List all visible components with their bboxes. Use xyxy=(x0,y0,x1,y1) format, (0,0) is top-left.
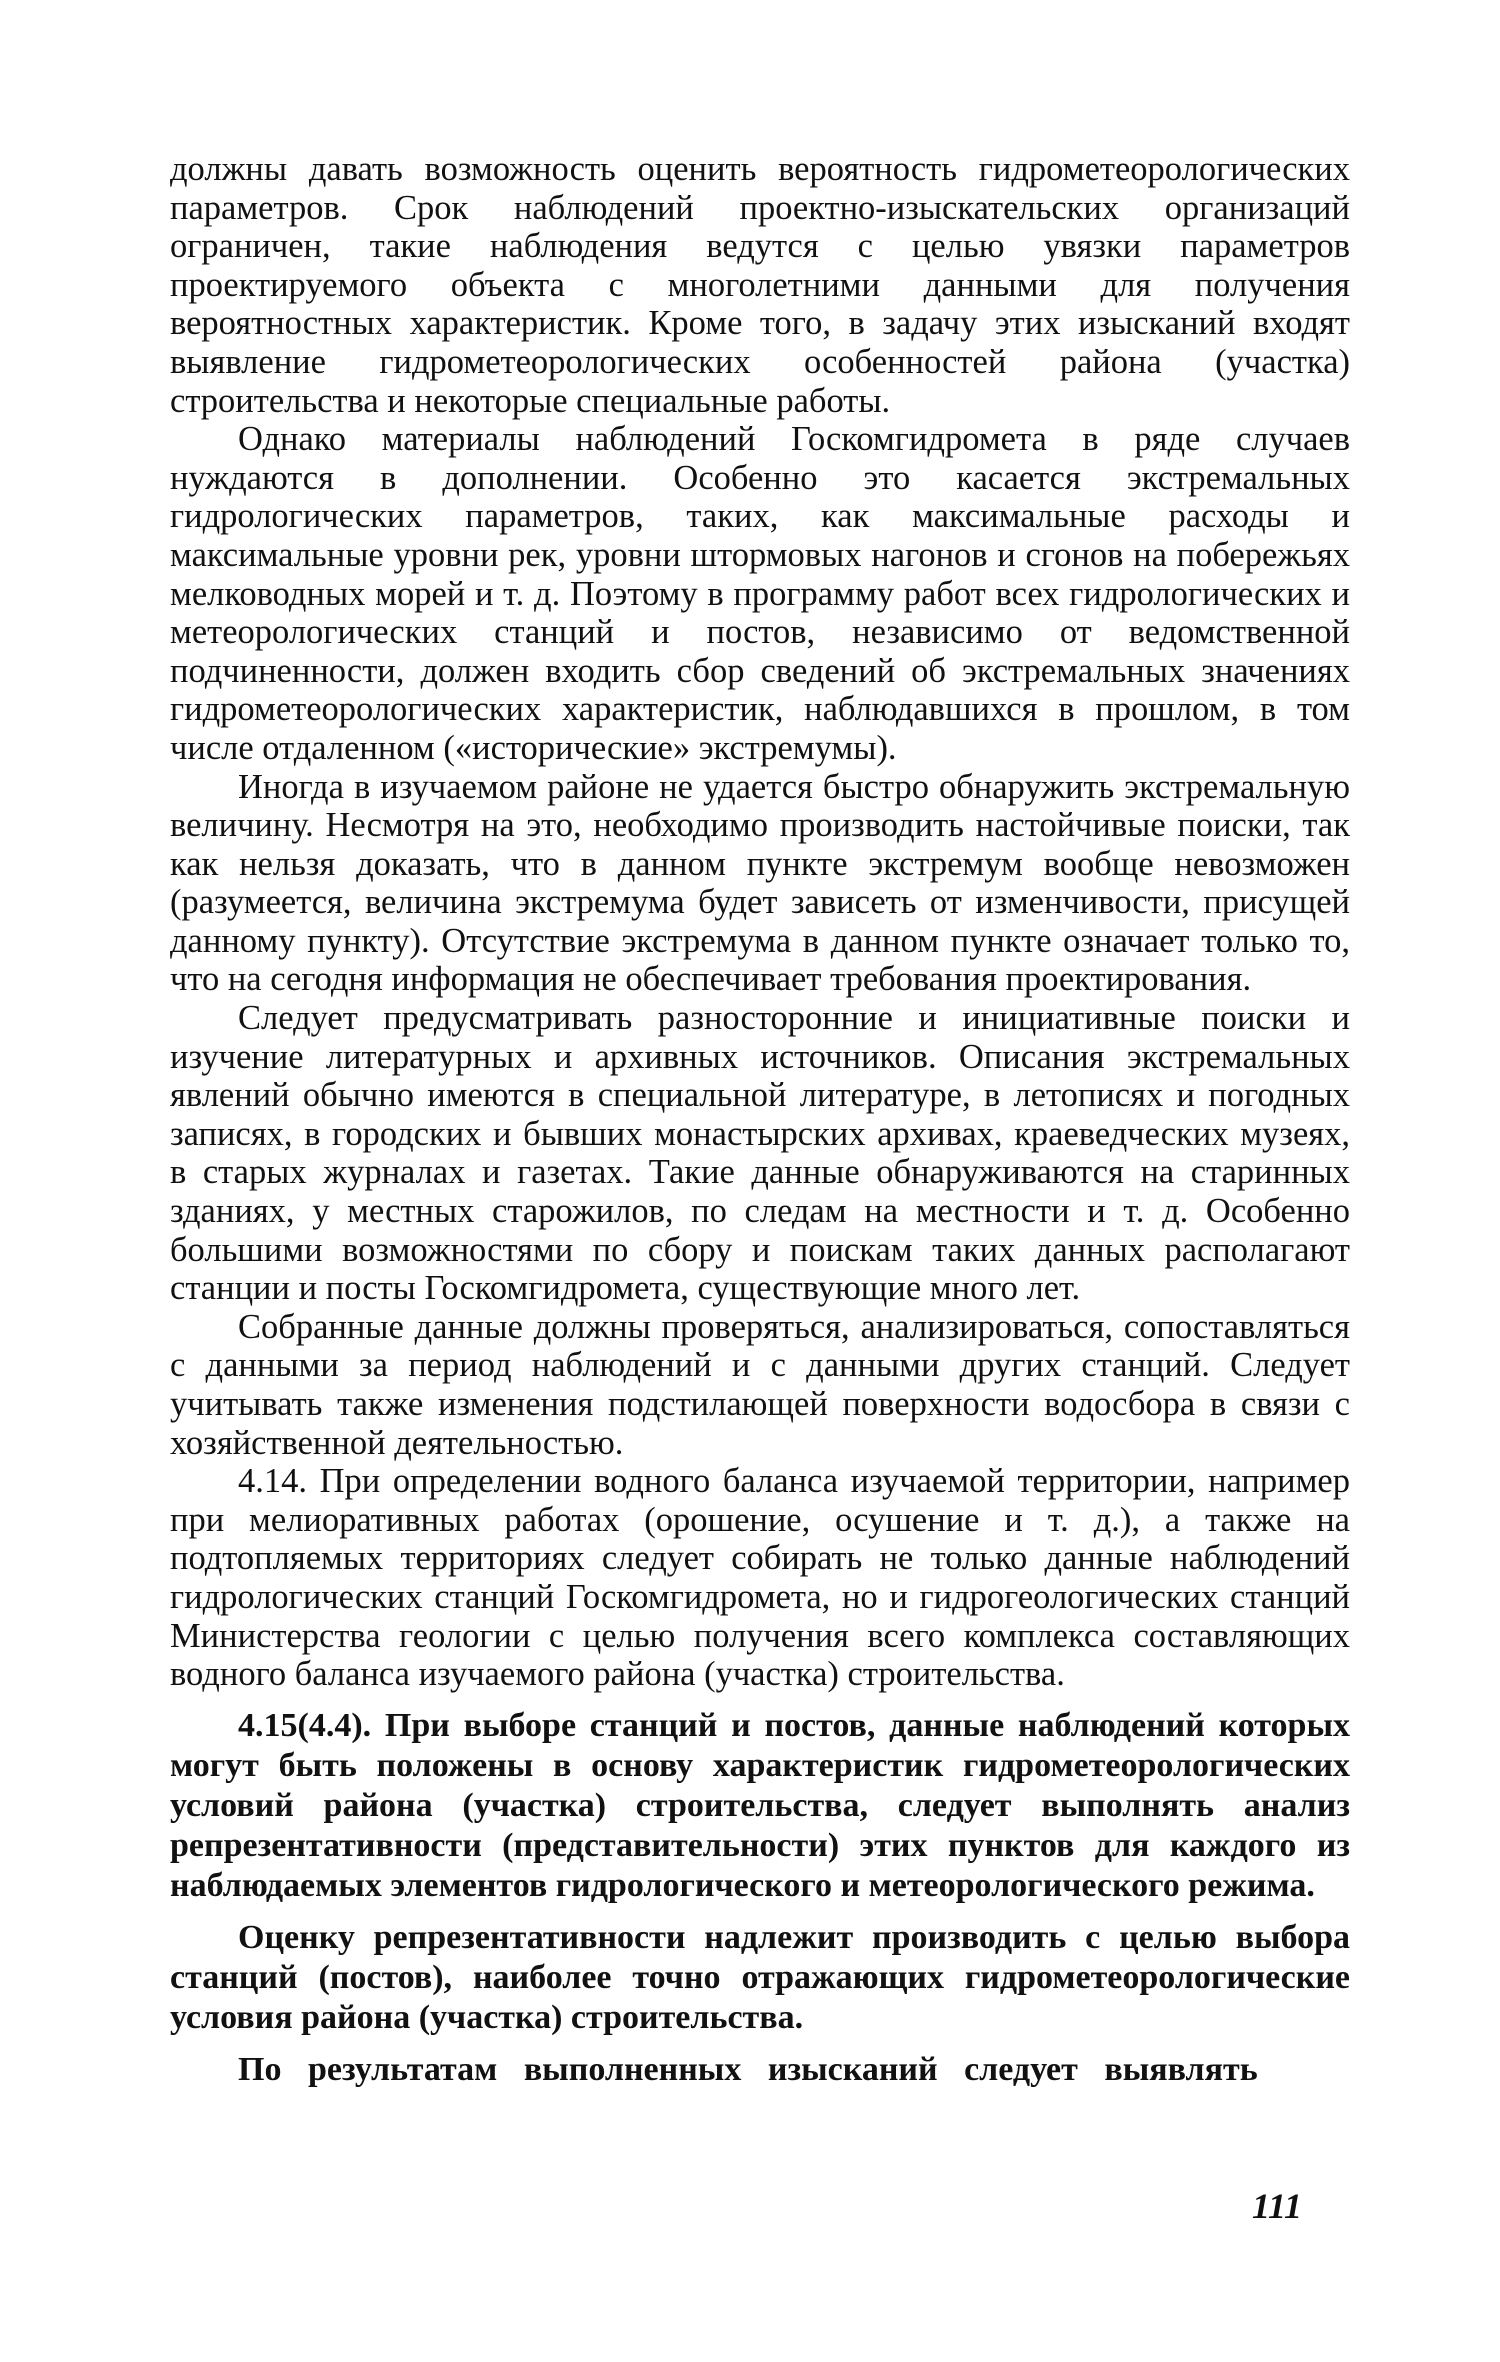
paragraph-sources: Следует предусматривать разносторонние и инициативные поиски и изучение литературных и архивных источников. Описания экстремальных явлений обычно имеются в специальной литературе, в летописях и погодных записях, в городских и бывших монастырских архивах, краеведческих музеях, в старых журналах и газетах. Такие данные обнаруживаются на старинных зданиях, у местных старожилов, по следам на местности и т. д. Особенно большими возможностями по сбору и поискам таких данных располагают станции и посты Госкомгидромета, существующие много лет. xyxy=(170,999,1350,1308)
page-number: 111 xyxy=(1252,2186,1303,2226)
paragraph-section-4-14: 4.14. При определении водного баланса изучаемой территории, например при мелиоративных работах (орошение, осушение и т. д.), а также на подтопляемых территориях следует собирать не только данные наблюдений гидрологических станций Госкомгидромета, но и гидрогеологических станций Министерства геологии с целью получения всего комплекса составляющих водного баланса изучаемого района (участка) строительства. xyxy=(170,1462,1350,1694)
paragraph-collected-data: Собранные данные должны проверяться, анализироваться, сопоставляться с данными за период наблюдений и с данными других станций. Следует учитывать также изменения подстилающей поверхности водосбора в связи с хозяйственной деятельностью. xyxy=(170,1307,1350,1462)
paragraph-intro: должны давать возможность оценить вероятность гидрометеорологических параметров. Срок наблюдений проектно-изыскательских организаций ограничен, такие наблюдения ведутся с целью увязки параметров проектируемого объекта с многолетними данными для получения вероятностных характеристик. Кроме того, в задачу этих изысканий входят выявление гидрометеорологических особенностей района (участка) строительства и некоторые специальные работы. xyxy=(170,150,1350,420)
paragraph-extreme-search: Иногда в изучаемом районе не удается быстро обнаружить экстремальную величину. Несмотря на это, необходимо производить настойчивые поиски, так как нельзя доказать, что в данном пункте экстремум вообще невозможен (разумеется, величина экстремума будет зависеть от изменчивости, присущей данному пункту). Отсутствие экстремума в данном пункте означает только то, что на сегодня информация не обеспечивает требования проектирования. xyxy=(170,767,1350,999)
paragraph-section-4-15: 4.15(4.4). При выборе станций и постов, данные наблюдений которых могут быть положены в основу характеристик гидрометеорологических условий района (участка) строительства, следует выполнять анализ репрезентативности (представительности) этих пунктов для каждого из наблюдаемых элементов гидрологического и метеорологического режима. xyxy=(170,1706,1350,1904)
paragraph-representativeness: Оценку репрезентативности надлежит производить с целью выбора станций (постов), наиболее точно отражающих гидрометеорологические условия района (участка) строительства. xyxy=(170,1918,1350,2036)
paragraph-results: По результатам выполненных изысканий следует выявлять xyxy=(238,2050,1258,2088)
page-body xyxy=(170,150,1350,2090)
paragraph-additional-materials: Однако материалы наблюдений Госкомгидромета в ряде случаев нуждаются в дополнении. Особенно это касается экстремальных гидрологических параметров, таких, как максимальные расходы и максимальные уровни рек, уровни штормовых нагонов и сгонов на побережьях мелководных морей и т. д. Поэтому в программу работ всех гидрологических и метеорологических станций и постов, независимо от ведомственной подчиненности, должен входить сбор сведений об экстремальных значениях гидрометеорологических характеристик, наблюдавшихся в прошлом, в том числе отдаленном («исторические» экстремумы). xyxy=(170,420,1350,767)
